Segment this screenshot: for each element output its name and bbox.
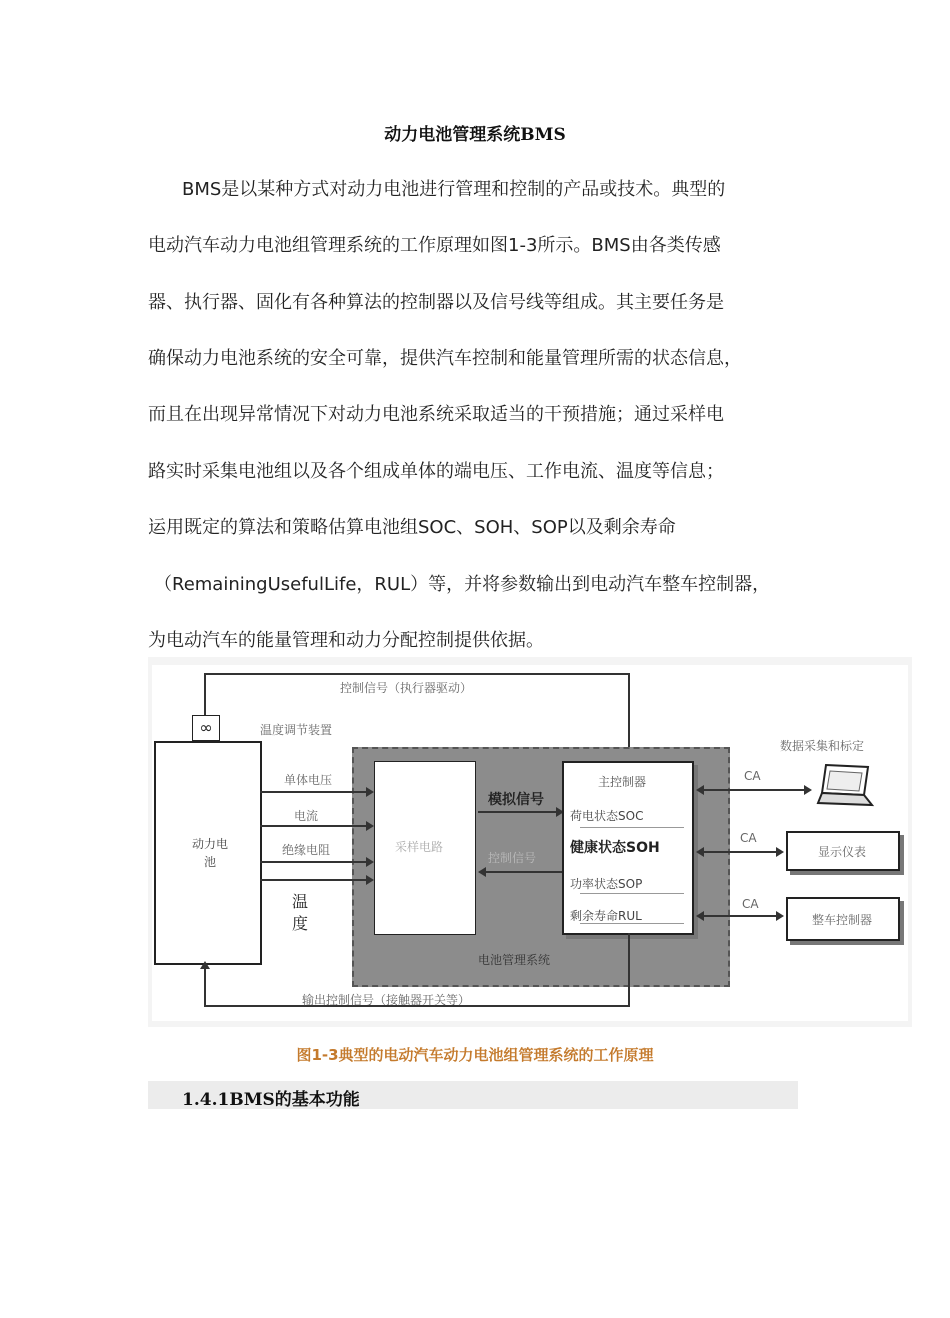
battery-label: 动力电池 <box>191 837 228 869</box>
section-heading-bar <box>148 1081 798 1109</box>
section-heading: 1.4.1BMS的基本功能 <box>182 1090 360 1110</box>
sampling-circuit-label: 采样电路 <box>395 840 444 854</box>
can-label-3: CA <box>742 897 759 911</box>
battery-box <box>154 741 262 965</box>
paragraph-line: BMS是以某种方式对动力电池进行管理和控制的产品或技术。典型的 <box>182 179 726 200</box>
paragraph-line: 运用既定的算法和策略估算电池组SOC、SOH、SOP以及剩余寿命 <box>148 517 676 538</box>
signal-current-label: 电流 <box>294 809 319 823</box>
paragraph-line: 器、执行器、固化有各种算法的控制器以及信号线等组成。其主要任务是 <box>148 292 724 313</box>
arrow-left-icon <box>478 867 486 877</box>
paragraph-line: 路实时采集电池组以及各个组成单体的端电压、工作电流、温度等信息； <box>148 461 724 482</box>
main-controller-box <box>562 761 694 935</box>
bottom-loop-right-line <box>628 933 630 1007</box>
signal-line-current <box>260 825 370 827</box>
sampling-circuit-box <box>374 761 476 935</box>
control-signal-line <box>482 871 564 873</box>
arrow-right-icon <box>776 847 784 857</box>
laptop-icon <box>812 761 876 813</box>
display-box <box>786 831 900 871</box>
vehicle-controller-box <box>786 897 900 941</box>
soc-label: 荷电状态SOC <box>570 809 644 823</box>
arrow-right-icon <box>804 785 812 795</box>
main-controller-label: 主控制器 <box>598 775 647 789</box>
rul-label: 剩余寿命RUL <box>570 909 642 923</box>
figure-caption: 图1-3典型的电动汽车动力电池组管理系统的工作原理 <box>296 1046 654 1062</box>
arrow-left-icon <box>696 911 704 921</box>
arrow-right-icon <box>366 875 374 885</box>
analog-signal-label: 模拟信号 <box>488 792 544 808</box>
fan-symbol: ∞ <box>192 715 220 741</box>
can-line-1 <box>700 789 808 791</box>
document-title: 动力电池管理系统BMS <box>384 125 566 145</box>
top-control-signal-label: 控制信号（执行器驱动） <box>340 681 473 695</box>
arrow-right-icon <box>366 857 374 867</box>
sop-underline <box>580 893 684 894</box>
signal-voltage-label: 单体电压 <box>284 773 333 787</box>
bottom-control-signal-label: 输出控制信号（接触器开关等） <box>302 993 471 1007</box>
paragraph-line: 而且在出现异常情况下对动力电池系统采取适当的干预措施；通过采样电 <box>148 404 724 425</box>
bottom-loop-left-line <box>204 963 206 1007</box>
diagram-canvas <box>152 665 908 1021</box>
bms-diagram-figure <box>148 657 912 1027</box>
data-calibration-label: 数据采集和标定 <box>780 739 865 753</box>
arrow-left-icon <box>696 785 704 795</box>
can-label-1: CA <box>744 769 761 783</box>
paragraph-line: 确保动力电池系统的安全可靠，提供汽车控制和能量管理所需的状态信息， <box>148 348 742 369</box>
arrow-up-icon <box>200 961 210 969</box>
arrow-left-icon <box>696 847 704 857</box>
sop-label: 功率状态SOP <box>570 877 643 891</box>
arrow-right-icon <box>366 787 374 797</box>
bms-label: 电池管理系统 <box>478 953 551 967</box>
paragraph-line: （RemainingUsefulLife，RUL）等，并将参数输出到电动汽车整车控制器， <box>154 574 771 595</box>
signal-line-temp <box>260 879 370 881</box>
temp-adjust-label: 温度调节装置 <box>260 723 333 737</box>
signal-line-voltage <box>260 791 370 793</box>
signal-line-insulation <box>260 861 370 863</box>
soc-underline <box>580 827 684 828</box>
signal-temp-label: 温度 <box>292 892 309 933</box>
top-loop-line <box>204 673 630 675</box>
analog-signal-line <box>478 811 564 813</box>
control-signal-label: 控制信号 <box>488 851 537 865</box>
arrow-right-icon <box>366 821 374 831</box>
signal-insulation-label: 绝缘电阻 <box>282 843 331 857</box>
vehicle-controller-label: 整车控制器 <box>812 913 873 927</box>
can-line-2 <box>700 851 780 853</box>
paragraph-line: 为电动汽车的能量管理和动力分配控制提供依据。 <box>148 630 544 651</box>
soh-label: 健康状态SOH <box>570 840 660 856</box>
rul-underline <box>580 923 684 924</box>
arrow-right-icon <box>776 911 784 921</box>
paragraph-line: 电动汽车动力电池组管理系统的工作原理如图1-3所示。BMS由各类传感 <box>148 235 721 256</box>
top-loop-left-line <box>204 673 206 717</box>
can-label-2: CA <box>740 831 757 845</box>
display-label: 显示仪表 <box>818 845 867 859</box>
can-line-3 <box>700 915 780 917</box>
